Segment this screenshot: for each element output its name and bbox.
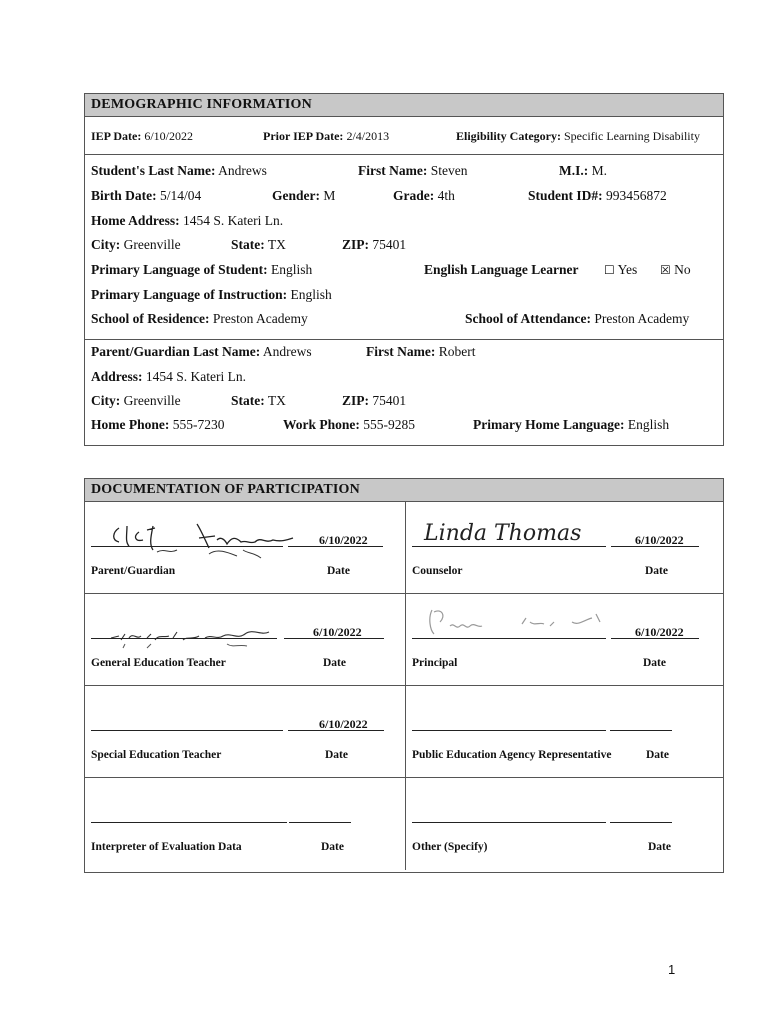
home-address-label: Home Address: xyxy=(91,213,180,228)
parent-last-name-label: Parent/Guardian Last Name: xyxy=(91,344,261,359)
parent-state-value: TX xyxy=(267,393,286,408)
parent-signature-date: 6/10/2022 xyxy=(319,533,368,547)
other-date-label: Date xyxy=(648,841,671,853)
school-of-attendance-value: Preston Academy xyxy=(594,311,690,326)
parent-zip-field xyxy=(342,393,406,409)
ell-label-text: English Language Learner xyxy=(424,262,579,277)
counselor-role: Counselor xyxy=(412,565,463,577)
city-field xyxy=(91,237,181,253)
home-phone-value: 555-7230 xyxy=(172,417,225,432)
student-id-value: 993456872 xyxy=(606,188,667,203)
counselor-signature-line[interactable] xyxy=(412,546,606,547)
primary-language-instruction-value: English xyxy=(290,287,332,302)
primary-home-language-field xyxy=(473,417,669,433)
home-address-field xyxy=(91,213,283,229)
counselor-signature-text: Linda Thomas xyxy=(424,521,582,546)
school-of-residence-field xyxy=(91,311,308,327)
parent-city-field xyxy=(91,393,181,409)
student-last-name-field xyxy=(91,163,267,179)
gender-label: Gender: xyxy=(272,188,320,203)
parent-address-label: Address: xyxy=(91,369,143,384)
signature-cell-parent-guardian xyxy=(85,502,406,594)
parent-first-name-value: Robert xyxy=(438,344,476,359)
birth-date-field xyxy=(91,188,201,204)
parent-last-name-value: Andrews xyxy=(262,344,312,359)
primary-language-instruction-label: Primary Language of Instruction: xyxy=(91,287,288,302)
school-of-attendance-label: School of Attendance: xyxy=(465,311,591,326)
school-of-residence-value: Preston Academy xyxy=(212,311,308,326)
interpreter-signature-line[interactable] xyxy=(91,822,287,823)
agency-representative-date-label: Date xyxy=(646,749,669,761)
work-phone-label: Work Phone: xyxy=(283,417,360,432)
grade-label: Grade: xyxy=(393,188,435,203)
parent-last-name-field xyxy=(91,344,312,360)
student-id-label: Student ID#: xyxy=(528,188,603,203)
signature-cell-interpreter xyxy=(85,778,406,870)
signature-cell-other xyxy=(406,778,724,870)
work-phone-field xyxy=(283,417,415,433)
student-first-name-field xyxy=(358,163,467,179)
school-of-residence-label: School of Residence: xyxy=(91,311,210,326)
other-signature-line[interactable] xyxy=(412,822,606,823)
other-specify-role: Other (Specify) xyxy=(412,841,488,853)
parent-first-name-field xyxy=(366,344,475,360)
eligibility-category-field xyxy=(456,129,700,144)
agency-representative-signature-line[interactable] xyxy=(412,730,606,731)
special-education-teacher-role: Special Education Teacher xyxy=(91,749,222,761)
general-education-teacher-date: 6/10/2022 xyxy=(313,625,362,639)
school-of-attendance-field xyxy=(465,311,689,327)
parent-guardian-section xyxy=(85,340,723,445)
work-phone-value: 555-9285 xyxy=(363,417,416,432)
agency-representative-role: Public Education Agency Representative xyxy=(412,749,612,761)
iep-date-label: IEP Date: xyxy=(91,129,142,143)
parent-first-name-label: First Name: xyxy=(366,344,436,359)
signature-cell-principal xyxy=(406,594,724,686)
ell-yes-label: Yes xyxy=(617,262,638,277)
parent-city-label: City: xyxy=(91,393,121,408)
parent-guardian-role: Parent/Guardian xyxy=(91,565,176,577)
state-field xyxy=(231,237,286,253)
home-address-value: 1454 S. Kateri Ln. xyxy=(183,213,284,228)
counselor-date-label: Date xyxy=(645,565,668,577)
english-language-learner-label xyxy=(424,262,579,278)
ell-yes-checkbox[interactable]: ☐ xyxy=(604,263,615,277)
birth-date-label: Birth Date: xyxy=(91,188,157,203)
general-education-teacher-role: General Education Teacher xyxy=(91,657,226,669)
home-phone-field xyxy=(91,417,225,433)
other-date-line[interactable] xyxy=(610,822,672,823)
signature-cell-general-education-teacher xyxy=(85,594,406,686)
primary-home-language-value: English xyxy=(627,417,670,432)
principal-role: Principal xyxy=(412,657,458,669)
birth-date-value: 5/14/04 xyxy=(159,188,202,203)
prior-iep-date-value: 2/4/2013 xyxy=(346,129,390,143)
parent-city-value: Greenville xyxy=(123,393,181,408)
grade-field xyxy=(393,188,455,204)
demographic-information-section xyxy=(84,93,724,446)
middle-initial-value: M. xyxy=(591,163,608,178)
special-education-teacher-date-label: Date xyxy=(325,749,348,761)
general-education-teacher-signature-image xyxy=(107,618,287,654)
principal-signature-image xyxy=(422,602,612,642)
middle-initial-field xyxy=(559,163,607,179)
city-value: Greenville xyxy=(123,237,181,252)
counselor-signature-date: 6/10/2022 xyxy=(635,533,684,547)
student-first-name-value: Steven xyxy=(430,163,468,178)
signature-grid xyxy=(85,502,723,872)
ell-no-checkbox[interactable]: ☒ xyxy=(660,263,671,277)
primary-language-student-label: Primary Language of Student: xyxy=(91,262,268,277)
parent-address-field xyxy=(91,369,246,385)
primary-home-language-label: Primary Home Language: xyxy=(473,417,625,432)
iep-date-value: 6/10/2022 xyxy=(144,129,193,143)
middle-initial-label: M.I.: xyxy=(559,163,589,178)
parent-zip-value: 75401 xyxy=(372,393,407,408)
parent-state-label: State: xyxy=(231,393,265,408)
student-last-name-value: Andrews xyxy=(218,163,267,178)
student-id-field xyxy=(528,188,667,204)
parent-date-label: Date xyxy=(327,565,350,577)
parent-zip-label: ZIP: xyxy=(342,393,369,408)
student-info-section xyxy=(85,155,723,340)
general-education-teacher-signature-line[interactable] xyxy=(91,638,277,639)
eligibility-category-label: Eligibility Category: xyxy=(456,129,561,143)
parent-signature-image xyxy=(97,514,297,564)
participation-header: DOCUMENTATION OF PARTICIPATION xyxy=(85,479,723,502)
signature-cell-agency-representative xyxy=(406,686,724,778)
zip-value: 75401 xyxy=(372,237,407,252)
prior-iep-date-field xyxy=(263,129,389,144)
primary-language-student-value: English xyxy=(271,262,313,277)
gender-field xyxy=(272,188,335,204)
primary-language-student-field xyxy=(91,262,312,278)
demographic-header: DEMOGRAPHIC INFORMATION xyxy=(85,94,723,117)
principal-date-label: Date xyxy=(643,657,666,669)
parent-address-value: 1454 S. Kateri Ln. xyxy=(145,369,247,384)
ell-yes-option[interactable] xyxy=(604,262,637,278)
zip-field xyxy=(342,237,406,253)
primary-language-instruction-field xyxy=(91,287,332,303)
gender-value: M xyxy=(323,188,336,203)
city-label: City: xyxy=(91,237,121,252)
general-education-teacher-date-label: Date xyxy=(323,657,346,669)
documentation-of-participation-section xyxy=(84,478,724,873)
state-value: TX xyxy=(267,237,286,252)
interpreter-role: Interpreter of Evaluation Data xyxy=(91,841,242,853)
parent-state-field xyxy=(231,393,286,409)
prior-iep-date-label: Prior IEP Date: xyxy=(263,129,344,143)
eligibility-category-value: Specific Learning Disability xyxy=(564,129,700,143)
iep-dates-row xyxy=(85,117,723,155)
zip-label: ZIP: xyxy=(342,237,369,252)
interpreter-date-label: Date xyxy=(321,841,344,853)
special-education-teacher-signature-line[interactable] xyxy=(91,730,283,731)
principal-signature-line[interactable] xyxy=(412,638,606,639)
page-number: 1 xyxy=(668,962,676,977)
grade-value: 4th xyxy=(437,188,455,203)
agency-representative-date-line[interactable] xyxy=(610,730,672,731)
student-last-name-label: Student's Last Name: xyxy=(91,163,216,178)
special-education-teacher-date: 6/10/2022 xyxy=(319,717,368,731)
ell-no-label: No xyxy=(674,262,691,277)
principal-signature-date: 6/10/2022 xyxy=(635,625,684,639)
signature-cell-special-education-teacher xyxy=(85,686,406,778)
state-label: State: xyxy=(231,237,265,252)
parent-signature-line[interactable] xyxy=(91,546,283,547)
ell-no-option[interactable] xyxy=(660,262,691,278)
home-phone-label: Home Phone: xyxy=(91,417,170,432)
iep-date-field xyxy=(91,129,193,144)
student-first-name-label: First Name: xyxy=(358,163,428,178)
signature-cell-counselor xyxy=(406,502,724,594)
interpreter-date-line[interactable] xyxy=(289,822,351,823)
